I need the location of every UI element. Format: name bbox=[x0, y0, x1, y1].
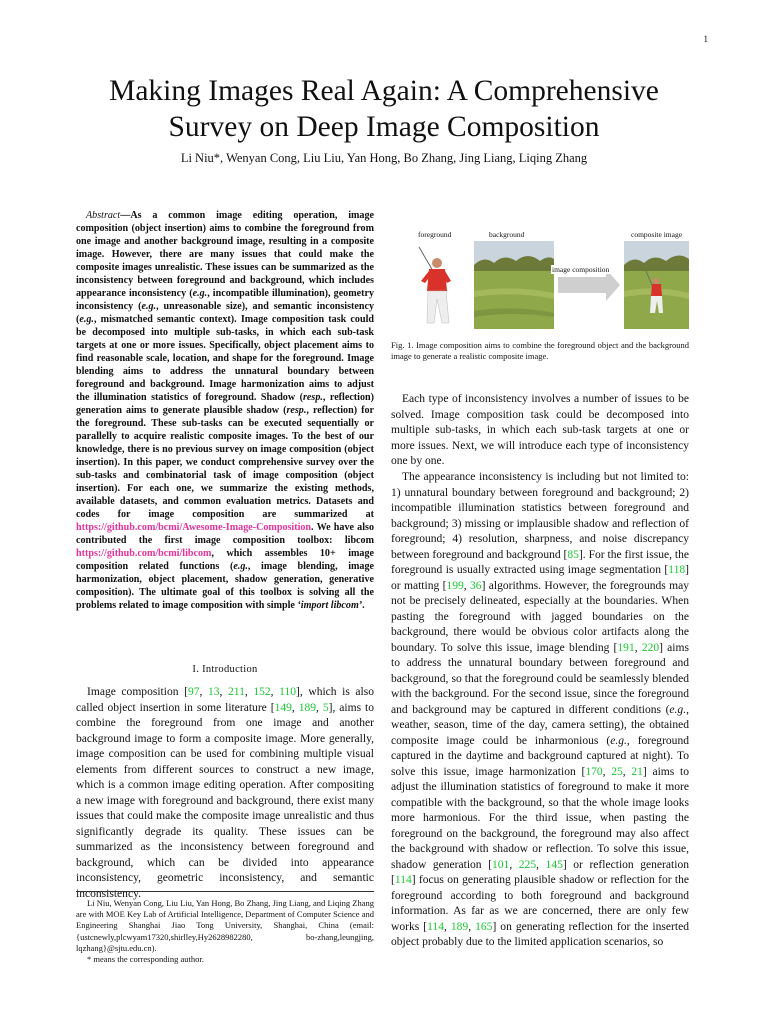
section-heading-introduction: I. Introduction bbox=[192, 664, 258, 675]
body-text: ], which is also called object insertion in some literature [ bbox=[76, 686, 375, 714]
citation-link[interactable]: 13 bbox=[207, 686, 220, 698]
citation-link[interactable]: 114 bbox=[394, 874, 412, 886]
body-text: , foreground captured in the daytime and background captured at night). To solve this issue, image harmonization [ bbox=[391, 734, 690, 778]
citation-link[interactable]: 97 bbox=[187, 686, 200, 698]
citation-link[interactable]: 21 bbox=[631, 765, 643, 778]
citation-link[interactable]: 114 bbox=[427, 920, 444, 933]
image-composition-label: image composition bbox=[552, 265, 610, 274]
separator: , bbox=[244, 686, 254, 698]
abstract-text: , which assembles 10+ image composition related functions ( bbox=[76, 548, 374, 573]
right-paragraph-1: Each type of inconsistency involves a number of issues to be solved. Image composition task could be decomposed into multiple sub-tasks, in which each sub-task targets at one or more issues. Next, we will introduce each type of inconsistency one by one. bbox=[391, 393, 689, 467]
abstract-italic: e.g. bbox=[141, 301, 157, 313]
body-text: ] algorithms. However, the foregrounds may not be precisely delineated, especially at the boundaries. When pasting the foreground with jagged boundaries on the background, there would be obvious color artifacts along the boundary. To solve this issue, image blending [ bbox=[391, 579, 689, 654]
citation-link[interactable]: 225 bbox=[518, 858, 537, 871]
separator: , bbox=[291, 701, 299, 714]
background-label: background bbox=[489, 230, 525, 239]
body-text: The appearance inconsistency is including but not limited to: 1) unnatural boundary between foreground and background; 2) incompatible illumination statistics between foreground and background; 3) missing or implausible shadow and reflection of foreground; 4) resolution, sharpness, and noise discrepancy between foreground and background [ bbox=[391, 471, 689, 561]
author-list: Li Niu*, Wenyan Cong, Liu Liu, Yan Hong, Bo Zhang, Jing Liang, Liqing Zhang bbox=[180, 151, 588, 165]
citation-link[interactable]: 189 bbox=[298, 701, 317, 714]
abstract-italic: e.g. bbox=[192, 288, 208, 300]
abstract-text: , image blending, image harmonization, object placement, shadow generation, generative composition). The ultimate goal of this toolbox is solving all the problems related to image composition with simple bbox=[76, 561, 375, 612]
abstract-italic: ‘import libcom’ bbox=[297, 600, 363, 612]
separator: , bbox=[270, 686, 280, 698]
separator: , bbox=[219, 686, 228, 698]
abstract-text: , unreasonable size), and semantic inconsistency ( bbox=[76, 301, 374, 326]
body-text: ] aims to adjust the illumination statistics of foreground to make it more compatible with the background, so that the whole image looks more harmonious. For the third issue, when pasting the foreground on the background, the foreground may also affect the background with shadow or reflection. To solve this issue, shadow generation [ bbox=[391, 765, 689, 871]
abstract-italic: e.g. bbox=[233, 561, 248, 573]
body-text: ] on generating reflection for the inserted object probably due to the limited application scenarios, so bbox=[391, 920, 689, 948]
citation-link[interactable]: 101 bbox=[491, 858, 510, 871]
awesome-image-composition-link[interactable]: https://github.com/bcmi/Awesome-Image-Composition bbox=[76, 522, 312, 534]
italic-text: e.g. bbox=[610, 734, 627, 747]
body-text: Image composition [ bbox=[87, 686, 188, 698]
separator: , bbox=[443, 920, 451, 933]
citation-link[interactable]: 25 bbox=[611, 765, 623, 778]
italic-text: e.g. bbox=[669, 703, 687, 716]
body-text: ], aims to combine the foreground from one image and another background image to form a composite image. More generally, image composition can be used for combining multiple visual elements from different sources to construct a new image, which is a common image editing operation. After compositing a new image with foreground and background, there exist many issues that could make the composite image unrealistic and thus significantly degrade its quality. These issues can be summarized as the inconsistency between foreground and background, which can be divided into appearance inconsistency, geometric inconsistency, and semantic inconsistency. bbox=[76, 701, 374, 900]
citation-link[interactable]: 189 bbox=[450, 920, 469, 933]
composition-arrow-icon bbox=[556, 241, 622, 329]
citation-link[interactable]: 211 bbox=[227, 686, 245, 698]
citation-link[interactable]: 110 bbox=[279, 686, 297, 698]
citation-link[interactable]: 199 bbox=[446, 579, 464, 592]
libcom-link[interactable]: https://github.com/bcmi/libcom bbox=[76, 548, 212, 560]
citation-link[interactable]: 149 bbox=[274, 701, 292, 714]
abstract-text: . We have also contributed the first image composition toolbox: libcom bbox=[76, 522, 374, 547]
abstract-text: , incompatible illumination), geometry inconsistency ( bbox=[76, 288, 374, 313]
citation-link[interactable]: 5 bbox=[322, 701, 329, 714]
body-text: ] focus on generating plausible shadow or reflection for the foreground according to both foreground and background information. As far as we are concerned, there are only few works [ bbox=[391, 874, 689, 933]
separator: , bbox=[622, 765, 632, 778]
foreground-image bbox=[409, 241, 469, 329]
intro-paragraph bbox=[76, 685, 374, 902]
separator: , bbox=[468, 920, 476, 933]
paper-title bbox=[60, 73, 708, 145]
separator: , bbox=[509, 858, 519, 871]
abstract-italic: e.g. bbox=[79, 314, 94, 326]
footnote-divider bbox=[76, 891, 374, 892]
separator: , bbox=[199, 686, 208, 698]
title-line-2: Survey on Deep Image Composition bbox=[168, 111, 600, 143]
figure-1-caption: Fig. 1. Image composition aims to combine the foreground object and the background image to generate a realistic composite image. bbox=[391, 340, 689, 362]
citation-link[interactable]: 170 bbox=[585, 765, 603, 778]
abstract-text: —As a common image editing operation, image composition (object insertion) aims to combine the foreground from one image and another background image, resulting in a composite image. However, there are many issues that could make the composite images unrealistic. These issues can be summarized as the inconsistency between foreground and background, which includes appearance inconsistency ( bbox=[76, 210, 374, 300]
body-text: ] or reflection generation [ bbox=[391, 858, 689, 886]
abstract bbox=[76, 209, 374, 612]
abstract-italic: resp. bbox=[286, 405, 307, 417]
page-number: 1 bbox=[703, 34, 708, 44]
separator: , bbox=[634, 641, 642, 654]
citation-link[interactable]: 145 bbox=[545, 858, 563, 871]
citation-link[interactable]: 118 bbox=[668, 564, 686, 576]
abstract-italic: resp. bbox=[302, 392, 323, 404]
abstract-text: . bbox=[362, 600, 365, 612]
citation-link[interactable]: 85 bbox=[567, 548, 579, 561]
abstract-text: , reflection) for the foreground. These sub-tasks can be executed sequentially or parallelly to acquire realistic composite images. To the best of our knowledge, there is no previous survey on image composition (object insertion). In this paper, we conduct comprehensive survey over the sub-tasks and combinatorial task of image composition (object insertion). For each one, we summarize the existing methods, available datasets, and common evaluation metrics. Datasets and codes for image composition are summarized at bbox=[76, 405, 374, 521]
separator: , bbox=[602, 765, 612, 778]
citation-link[interactable]: 165 bbox=[475, 920, 493, 933]
citation-link[interactable]: 152 bbox=[253, 686, 271, 698]
composite-image-label: composite image bbox=[631, 230, 683, 239]
separator: , bbox=[463, 579, 471, 592]
title-line-1: Making Images Real Again: A Comprehensive bbox=[109, 75, 659, 107]
separator: , bbox=[536, 858, 546, 871]
citation-link[interactable]: 191 bbox=[617, 641, 635, 654]
right-paragraph-2 bbox=[391, 470, 689, 951]
figure-1 bbox=[391, 230, 689, 332]
composite-image bbox=[624, 241, 689, 329]
body-text: ]. For the first issue, the foreground is usually extracted using image segmentation [ bbox=[391, 548, 690, 576]
abstract-heading: Abstract bbox=[86, 210, 121, 221]
abstract-text: , reflection) generation aims to generate plausible shadow ( bbox=[76, 392, 374, 417]
affiliation-footnote: Li Niu, Wenyan Cong, Liu Liu, Yan Hong, Bo Zhang, Jing Liang, and Liqing Zhang are with MOE Key Lab of Artificial Intelligence, Department of Computer Science and Engineering Shanghai Jiao Tong University, Shanghai, China (email: {ustcnewly,plcwyam17320,shirlley,Hy2628982280, bo-zhang,leungjing, lqzhang}@sjtu.edu.cn). bbox=[76, 898, 374, 953]
background-image bbox=[474, 241, 554, 329]
citation-link[interactable]: 36 bbox=[470, 579, 482, 592]
body-text: ] or matting [ bbox=[391, 564, 689, 592]
corresponding-author-footnote: * means the corresponding author. bbox=[87, 954, 204, 964]
citation-link[interactable]: 220 bbox=[641, 641, 660, 654]
abstract-text: , mismatched semantic context). Image composition task could be decomposed into multiple sub-tasks, in which each sub-task targets at one or more issues. Specifically, object placement aims to find reasonable scale, location, and shape for the foreground. Image blending aims to address the unnatural boundary between foreground and background. Image harmonization aims to adjust the illumination statistics of foreground. Shadow ( bbox=[76, 314, 374, 404]
body-text: ] aims to address the unnatural boundary between foreground and background, so that the foreground could be seamlessly blended with the background. For the second issue, since the foreground and background may be captured in different conditions ( bbox=[391, 641, 689, 716]
foreground-label: foreground bbox=[418, 230, 452, 239]
separator: , bbox=[316, 701, 323, 714]
body-text: , weather, season, time of the day, camera setting), the obtained composite image could be inharmonious ( bbox=[391, 703, 689, 747]
